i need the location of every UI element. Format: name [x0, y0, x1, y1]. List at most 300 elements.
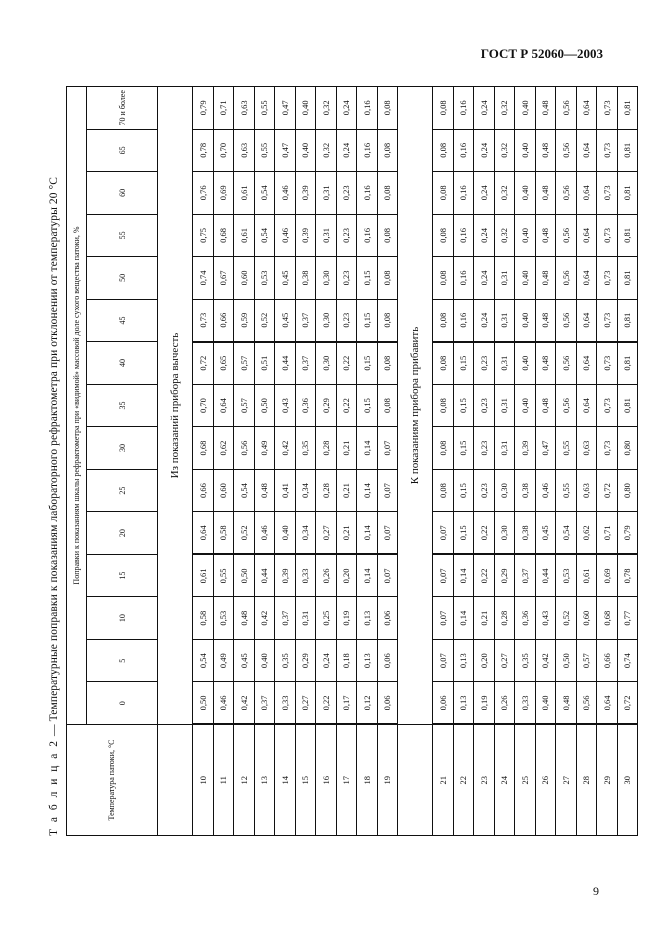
correction-cell: 0,28 — [316, 427, 337, 470]
correction-cell: 0,40 — [515, 87, 536, 130]
correction-cell: 0,71 — [213, 87, 234, 130]
correction-cell: 0,23 — [474, 469, 495, 512]
correction-cell: 0,40 — [515, 129, 536, 172]
correction-cell: 0,41 — [275, 469, 296, 512]
correction-cell: 0,26 — [494, 682, 515, 725]
correction-cell: 0,49 — [254, 427, 275, 470]
correction-cell: 0,36 — [295, 384, 316, 427]
document-header-standard: ГОСТ Р 52060—2003 — [480, 46, 603, 61]
table-row — [515, 87, 536, 836]
correction-cell: 0,37 — [295, 342, 316, 385]
correction-cell: 0,15 — [357, 384, 378, 427]
correction-cell: 0,64 — [576, 384, 597, 427]
correction-cell: 0,22 — [336, 384, 357, 427]
correction-cell: 0,23 — [474, 384, 495, 427]
correction-cell: 0,18 — [336, 639, 357, 682]
correction-cell: 0,34 — [295, 469, 316, 512]
correction-cell: 0,16 — [453, 257, 474, 300]
correction-cell: 0,28 — [494, 597, 515, 640]
concentration-header: 25 — [87, 469, 158, 512]
correction-cell: 0,42 — [275, 427, 296, 470]
correction-cell: 0,08 — [377, 172, 398, 215]
correction-cell: 0,24 — [474, 214, 495, 257]
temperature-cell: 26 — [535, 725, 556, 836]
correction-cell: 0,72 — [193, 342, 214, 385]
correction-cell: 0,08 — [433, 129, 454, 172]
correction-cell: 0,48 — [535, 384, 556, 427]
correction-cell: 0,68 — [213, 214, 234, 257]
concentration-header: 40 — [87, 342, 158, 385]
correction-cell: 0,14 — [453, 554, 474, 597]
correction-cell: 0,16 — [453, 87, 474, 130]
correction-cell: 0,12 — [357, 682, 378, 725]
correction-cell: 0,38 — [515, 469, 536, 512]
correction-cell: 0,21 — [336, 512, 357, 555]
concentration-header: 5 — [87, 639, 158, 682]
table-row — [254, 87, 275, 836]
correction-cell: 0,81 — [617, 87, 638, 130]
table-row — [453, 87, 474, 836]
correction-cell: 0,21 — [336, 427, 357, 470]
correction-cell: 0,44 — [275, 342, 296, 385]
temperature-cell: 17 — [336, 725, 357, 836]
temperature-cell: 23 — [474, 725, 495, 836]
correction-cell: 0,74 — [193, 257, 214, 300]
correction-cell: 0,54 — [193, 639, 214, 682]
concentration-header: 65 — [87, 129, 158, 172]
correction-cell: 0,50 — [254, 384, 275, 427]
table-caption — [46, 84, 66, 836]
correction-cell: 0,46 — [213, 682, 234, 725]
correction-cell: 0,25 — [316, 597, 337, 640]
correction-cell: 0,52 — [254, 299, 275, 342]
correction-cell: 0,76 — [193, 172, 214, 215]
correction-cell: 0,23 — [336, 257, 357, 300]
correction-cell: 0,56 — [556, 87, 577, 130]
correction-cell: 0,23 — [336, 172, 357, 215]
correction-cell: 0,78 — [193, 129, 214, 172]
correction-cell: 0,37 — [295, 299, 316, 342]
temperature-cell: 15 — [295, 725, 316, 836]
correction-cell: 0,60 — [576, 597, 597, 640]
correction-cell: 0,70 — [213, 129, 234, 172]
concentration-header: 50 — [87, 257, 158, 300]
correction-cell: 0,48 — [254, 469, 275, 512]
correction-cell: 0,64 — [576, 129, 597, 172]
correction-cell: 0,81 — [617, 257, 638, 300]
correction-cell: 0,36 — [515, 597, 536, 640]
correction-cell: 0,16 — [453, 129, 474, 172]
correction-cell: 0,40 — [295, 87, 316, 130]
correction-cell: 0,20 — [474, 639, 495, 682]
correction-cell: 0,14 — [357, 512, 378, 555]
correction-cell: 0,47 — [275, 129, 296, 172]
correction-cell: 0,07 — [377, 554, 398, 597]
correction-cell: 0,45 — [275, 257, 296, 300]
correction-cell: 0,27 — [494, 639, 515, 682]
correction-cell: 0,54 — [254, 214, 275, 257]
correction-cell: 0,55 — [254, 129, 275, 172]
correction-cell: 0,29 — [295, 639, 316, 682]
correction-cell: 0,63 — [234, 129, 255, 172]
correction-cell: 0,16 — [453, 214, 474, 257]
correction-cell: 0,08 — [377, 384, 398, 427]
correction-cell: 0,19 — [474, 682, 495, 725]
correction-cell: 0,15 — [453, 384, 474, 427]
correction-cell: 0,30 — [316, 342, 337, 385]
correction-cell: 0,65 — [213, 342, 234, 385]
correction-cell: 0,56 — [234, 427, 255, 470]
correction-cell: 0,56 — [556, 257, 577, 300]
correction-cell: 0,45 — [234, 639, 255, 682]
correction-cell: 0,08 — [433, 299, 454, 342]
correction-cell: 0,37 — [254, 682, 275, 725]
correction-cell: 0,81 — [617, 299, 638, 342]
correction-cell: 0,42 — [535, 639, 556, 682]
correction-cell: 0,48 — [535, 257, 556, 300]
correction-cell: 0,14 — [357, 554, 378, 597]
correction-cell: 0,45 — [275, 299, 296, 342]
correction-cell: 0,31 — [494, 384, 515, 427]
correction-cell: 0,22 — [474, 554, 495, 597]
correction-cell: 0,32 — [494, 214, 515, 257]
correction-cell: 0,08 — [433, 427, 454, 470]
correction-cell: 0,60 — [213, 469, 234, 512]
correction-cell: 0,53 — [213, 597, 234, 640]
correction-cell: 0,06 — [377, 597, 398, 640]
correction-cell: 0,31 — [494, 342, 515, 385]
correction-cell: 0,08 — [377, 129, 398, 172]
correction-cell: 0,48 — [556, 682, 577, 725]
correction-cell: 0,15 — [357, 257, 378, 300]
temperature-cell: 18 — [357, 725, 378, 836]
page-number: 9 — [593, 884, 599, 898]
correction-cell: 0,63 — [234, 87, 255, 130]
correction-cell: 0,64 — [576, 257, 597, 300]
correction-cell: 0,43 — [535, 597, 556, 640]
correction-cell: 0,81 — [617, 172, 638, 215]
correction-cell: 0,23 — [474, 427, 495, 470]
correction-cell: 0,64 — [576, 299, 597, 342]
concentration-header: 70 и более — [87, 87, 158, 130]
section-spacer — [398, 725, 433, 836]
correction-cell: 0,68 — [597, 597, 618, 640]
table-row — [535, 87, 556, 836]
table-row — [316, 87, 337, 836]
correction-cell: 0,55 — [213, 554, 234, 597]
correction-cell: 0,48 — [535, 342, 556, 385]
table-row — [474, 87, 495, 836]
concentration-header: 10 — [87, 597, 158, 640]
correction-cell: 0,44 — [535, 554, 556, 597]
correction-cell: 0,62 — [576, 512, 597, 555]
correction-cell: 0,08 — [433, 384, 454, 427]
correction-cell: 0,24 — [336, 129, 357, 172]
correction-cell: 0,31 — [494, 427, 515, 470]
section-row — [158, 87, 193, 836]
correction-cell: 0,61 — [234, 214, 255, 257]
correction-cell: 0,63 — [576, 469, 597, 512]
temperature-cell: 14 — [275, 725, 296, 836]
correction-cell: 0,43 — [275, 384, 296, 427]
correction-cell: 0,46 — [275, 172, 296, 215]
correction-cell: 0,35 — [515, 639, 536, 682]
section-row — [398, 87, 433, 836]
correction-cell: 0,62 — [213, 427, 234, 470]
correction-cell: 0,22 — [316, 682, 337, 725]
correction-cell: 0,13 — [357, 597, 378, 640]
correction-cell: 0,40 — [535, 682, 556, 725]
correction-cell: 0,30 — [494, 469, 515, 512]
correction-cell: 0,57 — [576, 639, 597, 682]
correction-cell: 0,75 — [193, 214, 214, 257]
correction-cell: 0,19 — [336, 597, 357, 640]
correction-cell: 0,67 — [213, 257, 234, 300]
correction-cell: 0,57 — [234, 342, 255, 385]
correction-cell: 0,24 — [474, 257, 495, 300]
temperature-cell: 25 — [515, 725, 536, 836]
correction-cell: 0,08 — [433, 257, 454, 300]
correction-cell: 0,32 — [316, 129, 337, 172]
temperature-cell: 30 — [617, 725, 638, 836]
correction-cell: 0,40 — [515, 384, 536, 427]
correction-cell: 0,31 — [494, 257, 515, 300]
correction-cell: 0,50 — [193, 682, 214, 725]
correction-cell: 0,24 — [474, 172, 495, 215]
correction-cell: 0,24 — [336, 87, 357, 130]
correction-cell: 0,37 — [515, 554, 536, 597]
correction-cell: 0,06 — [377, 682, 398, 725]
correction-cell: 0,42 — [254, 597, 275, 640]
correction-cell: 0,29 — [316, 384, 337, 427]
correction-cell: 0,54 — [254, 172, 275, 215]
correction-cell: 0,47 — [535, 427, 556, 470]
correction-cell: 0,07 — [377, 469, 398, 512]
correction-cell: 0,46 — [275, 214, 296, 257]
correction-cell: 0,51 — [254, 342, 275, 385]
correction-cell: 0,08 — [377, 342, 398, 385]
correction-cell: 0,40 — [515, 172, 536, 215]
correction-cell: 0,08 — [377, 257, 398, 300]
correction-cell: 0,73 — [597, 342, 618, 385]
correction-cell: 0,30 — [494, 512, 515, 555]
correction-cell: 0,32 — [316, 87, 337, 130]
correction-cell: 0,61 — [193, 554, 214, 597]
correction-cell: 0,40 — [515, 257, 536, 300]
correction-cell: 0,68 — [193, 427, 214, 470]
correction-cell: 0,07 — [377, 427, 398, 470]
correction-cell: 0,31 — [316, 214, 337, 257]
correction-cell: 0,73 — [597, 384, 618, 427]
correction-cell: 0,53 — [556, 554, 577, 597]
correction-cell: 0,32 — [494, 129, 515, 172]
concentration-header: 15 — [87, 554, 158, 597]
correction-cell: 0,81 — [617, 384, 638, 427]
correction-cell: 0,50 — [556, 639, 577, 682]
correction-cell: 0,61 — [576, 554, 597, 597]
correction-cell: 0,48 — [535, 129, 556, 172]
temperature-cell: 24 — [494, 725, 515, 836]
table-caption-label: Т а б л и ц а 2 — [48, 738, 60, 836]
concentration-header-row — [87, 87, 158, 836]
correction-cell: 0,39 — [515, 427, 536, 470]
correction-cell: 0,56 — [556, 342, 577, 385]
correction-cell: 0,30 — [316, 257, 337, 300]
temperature-cell: 19 — [377, 725, 398, 836]
correction-cell: 0,34 — [295, 512, 316, 555]
correction-cell: 0,08 — [377, 214, 398, 257]
correction-cell: 0,48 — [535, 172, 556, 215]
correction-cell: 0,66 — [213, 299, 234, 342]
temperature-cell: 27 — [556, 725, 577, 836]
correction-cell: 0,55 — [556, 427, 577, 470]
correction-cell: 0,64 — [576, 172, 597, 215]
temperature-correction-table — [66, 86, 638, 836]
temperature-column-header: Температура патоки, °С — [67, 725, 158, 836]
correction-cell: 0,08 — [377, 299, 398, 342]
correction-cell: 0,52 — [234, 512, 255, 555]
table-row — [193, 87, 214, 836]
correction-cell: 0,13 — [453, 682, 474, 725]
correction-cell: 0,70 — [193, 384, 214, 427]
correction-cell: 0,48 — [535, 299, 556, 342]
correction-cell: 0,79 — [617, 512, 638, 555]
table-row — [275, 87, 296, 836]
correction-cell: 0,20 — [336, 554, 357, 597]
correction-cell: 0,16 — [453, 172, 474, 215]
correction-cell: 0,31 — [494, 299, 515, 342]
correction-cell: 0,56 — [556, 384, 577, 427]
correction-cell: 0,64 — [213, 384, 234, 427]
correction-cell: 0,40 — [515, 299, 536, 342]
correction-cell: 0,59 — [234, 299, 255, 342]
correction-cell: 0,07 — [433, 512, 454, 555]
correction-cell: 0,22 — [336, 342, 357, 385]
correction-cell: 0,33 — [275, 682, 296, 725]
correction-cell: 0,56 — [576, 682, 597, 725]
correction-cell: 0,50 — [234, 554, 255, 597]
correction-cell: 0,24 — [474, 299, 495, 342]
correction-cell: 0,57 — [234, 384, 255, 427]
correction-cell: 0,63 — [576, 427, 597, 470]
correction-cell: 0,58 — [213, 512, 234, 555]
correction-cell: 0,42 — [234, 682, 255, 725]
correction-cell: 0,73 — [597, 257, 618, 300]
correction-cell: 0,54 — [556, 512, 577, 555]
correction-cell: 0,08 — [377, 87, 398, 130]
concentration-header: 35 — [87, 384, 158, 427]
table-row — [556, 87, 577, 836]
concentration-header: 20 — [87, 512, 158, 555]
correction-cell: 0,26 — [316, 554, 337, 597]
correction-cell: 0,40 — [295, 129, 316, 172]
correction-cell: 0,06 — [377, 639, 398, 682]
temperature-cell: 11 — [213, 725, 234, 836]
correction-cell: 0,07 — [433, 639, 454, 682]
correction-cell: 0,39 — [275, 554, 296, 597]
correction-cell: 0,40 — [515, 214, 536, 257]
correction-cell: 0,22 — [474, 512, 495, 555]
correction-cell: 0,08 — [433, 172, 454, 215]
correction-cell: 0,07 — [433, 554, 454, 597]
correction-cell: 0,24 — [474, 87, 495, 130]
correction-cell: 0,16 — [453, 299, 474, 342]
correction-cell: 0,56 — [556, 129, 577, 172]
correction-cell: 0,27 — [295, 682, 316, 725]
correction-cell: 0,39 — [295, 172, 316, 215]
correction-cell: 0,24 — [316, 639, 337, 682]
temperature-cell: 16 — [316, 725, 337, 836]
correction-cell: 0,73 — [597, 172, 618, 215]
correction-cell: 0,23 — [336, 299, 357, 342]
correction-cell: 0,73 — [597, 87, 618, 130]
correction-cell: 0,64 — [597, 682, 618, 725]
correction-cell: 0,48 — [535, 87, 556, 130]
correction-cell: 0,40 — [254, 639, 275, 682]
correction-cell: 0,46 — [535, 469, 556, 512]
section-label: К показаниям прибора прибавить — [398, 87, 433, 725]
table-row — [433, 87, 454, 836]
correction-cell: 0,77 — [617, 597, 638, 640]
table-row — [494, 87, 515, 836]
correction-cell: 0,14 — [357, 469, 378, 512]
correction-cell: 0,74 — [617, 639, 638, 682]
section-label: Из показаний прибора вычесть — [158, 87, 193, 725]
correction-cell: 0,79 — [193, 87, 214, 130]
correction-cell: 0,16 — [357, 214, 378, 257]
correction-cell: 0,66 — [597, 639, 618, 682]
table-row — [336, 87, 357, 836]
correction-cell: 0,54 — [234, 469, 255, 512]
temperature-cell: 10 — [193, 725, 214, 836]
correction-cell: 0,08 — [433, 87, 454, 130]
correction-cell: 0,73 — [597, 427, 618, 470]
correction-cell: 0,37 — [275, 597, 296, 640]
temperature-cell: 13 — [254, 725, 275, 836]
correction-cell: 0,44 — [254, 554, 275, 597]
correction-cell: 0,80 — [617, 427, 638, 470]
correction-cell: 0,15 — [453, 512, 474, 555]
correction-cell: 0,30 — [316, 299, 337, 342]
correction-cell: 0,56 — [556, 172, 577, 215]
correction-cell: 0,21 — [474, 597, 495, 640]
correction-cell: 0,15 — [453, 342, 474, 385]
correction-cell: 0,07 — [377, 512, 398, 555]
correction-cell: 0,16 — [357, 87, 378, 130]
correction-cell: 0,31 — [295, 597, 316, 640]
correction-cell: 0,64 — [193, 512, 214, 555]
correction-cell: 0,13 — [357, 639, 378, 682]
correction-cell: 0,55 — [254, 87, 275, 130]
correction-cell: 0,29 — [494, 554, 515, 597]
table-row — [576, 87, 597, 836]
correction-cell: 0,69 — [213, 172, 234, 215]
correction-cell: 0,58 — [193, 597, 214, 640]
temperature-cell: 12 — [234, 725, 255, 836]
concentration-header: 60 — [87, 172, 158, 215]
correction-cell: 0,15 — [357, 299, 378, 342]
correction-cell: 0,40 — [515, 342, 536, 385]
temperature-cell: 22 — [453, 725, 474, 836]
correction-cell: 0,52 — [556, 597, 577, 640]
correction-cell: 0,73 — [597, 214, 618, 257]
correction-cell: 0,81 — [617, 214, 638, 257]
correction-cell: 0,17 — [336, 682, 357, 725]
correction-cell: 0,71 — [597, 512, 618, 555]
correction-cell: 0,15 — [453, 427, 474, 470]
correction-header: Поправки к показаниям шкалы рефрактометра при «видимой» массовой доле сухого вещества патоки, % — [67, 87, 87, 725]
table-row — [617, 87, 638, 836]
